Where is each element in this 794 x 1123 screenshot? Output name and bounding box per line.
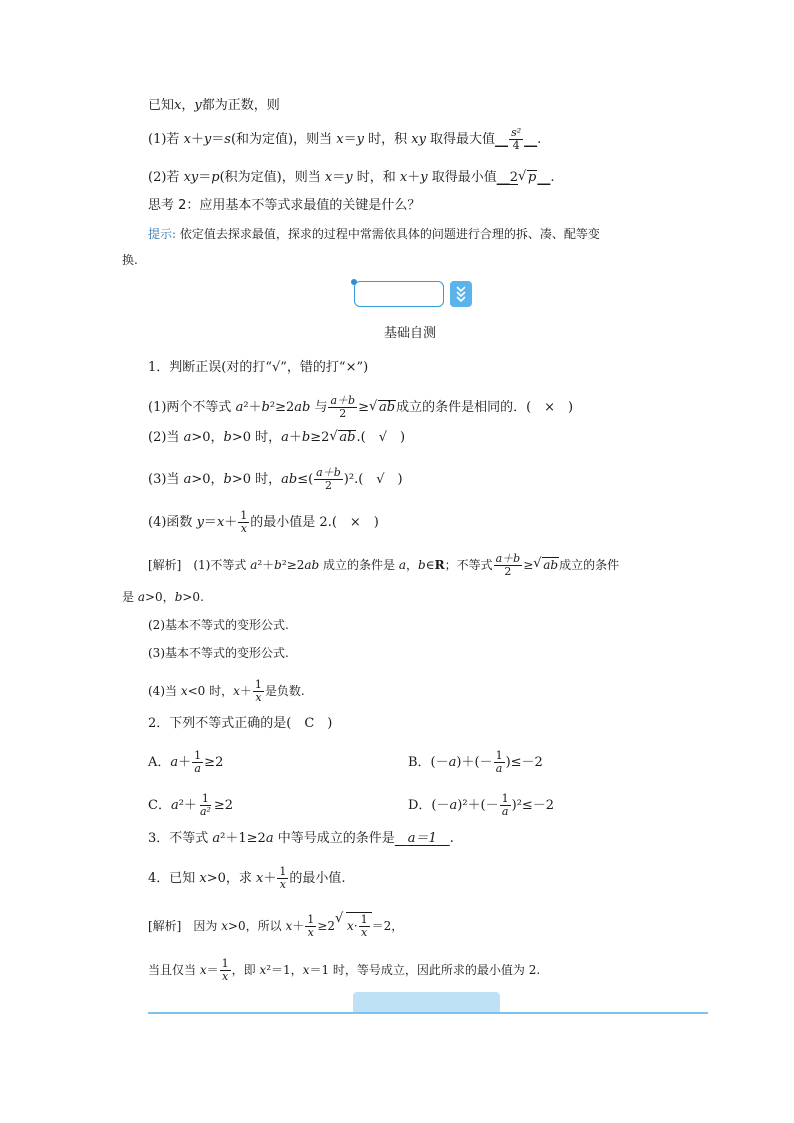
item2-line: (2)若 xy＝p(积为定值)，则当 x＝y 时，和 x＋y 取得最小值__2√ p__. — [148, 170, 554, 186]
sqrt-symbol: √ ab — [533, 557, 559, 573]
sqrt-symbol: √ p — [518, 170, 537, 186]
sol4-line1: [解析] 因为 x>0，所以 x＋ $\frac{1}{x}$ ≥2√ x· $\frac{1}{x}$ ＝2， — [148, 912, 403, 939]
fraction: $\frac{1}{a}$ — [495, 749, 503, 775]
hint-text: 依定值去探求最值，探求的过程中常需依具体的问题进行合理的拆、凑、配等变 — [176, 227, 600, 241]
q1-statement-1: (1)两个不等式 a²＋b²≥2ab 与 $\frac{a+b}{2}$ ≥√ ab成立的条件是相同的．( × ) — [148, 395, 573, 420]
sqrt-symbol: √ ab — [369, 400, 396, 416]
fraction: $\frac{1}{x}$ — [307, 913, 315, 939]
intro-line — [148, 98, 280, 114]
q2-option-b: B．(－a)＋(－ $\frac{1}{a}$ )≤－2 — [408, 749, 543, 775]
q3-answer: a＝1 — [407, 831, 437, 846]
item1-answer: __ $\frac{\text{s²}}{4}$ __ — [495, 126, 538, 152]
item2-answer: __2√ p__ — [497, 170, 551, 185]
sqrt-symbol: √ ab — [329, 430, 356, 446]
fraction: $\frac{1}{a}$ — [501, 792, 509, 818]
q1-statement-2: (2)当 a>0，b>0 时，a＋b≥2√ ab.( √ ) — [148, 430, 405, 446]
item1-line: (1)若 x＋y＝s(和为定值)，则当 x＝y 时，积 xy 取得最大值__ $\frac{\text{s²}}{4}$ __. — [148, 126, 542, 152]
sqrt-symbol: √ x· $\frac{1}{x}$ — [335, 912, 372, 939]
intro-comma: ， — [181, 98, 195, 113]
fraction: $\frac{1}{\text{a²}}$ — [199, 792, 211, 818]
section-frame — [354, 281, 444, 307]
fraction: $\frac{1}{x}$ — [279, 865, 287, 891]
fraction: $\frac{1}{x}$ — [254, 678, 262, 704]
q1-statement-3: (3)当 a>0，b>0 时，ab≤( $\frac{a+b}{2}$ )².( √ ) — [148, 466, 403, 492]
fraction: $\frac{1}{x}$ — [221, 957, 229, 983]
hint-line2: 换. — [122, 253, 138, 267]
q2-stem: 2．下列不等式正确的是( C ) — [148, 716, 333, 731]
fraction: $\frac{1}{a}$ — [194, 749, 202, 775]
q4-line: 4．已知 x>0，求 x＋ $\frac{1}{x}$ 的最小值. — [148, 865, 346, 891]
q2-option-a: A．a＋ $\frac{1}{a}$ ≥2 — [148, 749, 224, 775]
var-x: x — [174, 98, 182, 113]
fraction: $\frac{\text{s²}}{4}$ — [511, 126, 522, 152]
intro-text: 都为正数，则 — [201, 98, 280, 113]
q2-option-d: D．(－a)²＋(－ $\frac{1}{a}$ )²≤－2 — [408, 792, 555, 818]
think2-question: 思考 2：应用基本不等式求最值的关键是什么？ — [148, 198, 421, 213]
sol1-line2: 是 a>0，b>0. — [122, 590, 204, 604]
sol1-line4: (3)基本不等式的变形公式. — [148, 646, 289, 660]
sol1-line5: (4)当 x<0 时，x＋ $\frac{1}{x}$ 是负数. — [148, 678, 305, 704]
fraction: $\frac{1}{x}$ — [240, 509, 248, 535]
q1-stem: 1．判断正误(对的打“√”，错的打“×”) — [148, 360, 369, 375]
q2-option-c: C．a²＋ $\frac{1}{\text{a²}}$ ≥2 — [148, 792, 234, 818]
hint-label: 提示: — [148, 227, 177, 241]
sol4-line2: 当且仅当 x＝ $\frac{1}{x}$ ，即 x²＝1，x＝1 时，等号成立，因此所求的最小值为 2. — [148, 957, 541, 983]
var-y: y — [194, 98, 202, 113]
bottom-tab-decoration — [353, 992, 500, 1012]
fraction: $\frac{a+b}{2}$ — [495, 552, 521, 578]
bottom-divider — [148, 1012, 708, 1014]
fraction: $\frac{a+b}{2}$ — [316, 466, 341, 492]
fraction: $\frac{a+b}{2}$ — [330, 394, 356, 420]
intro-text: 已知 — [148, 98, 175, 113]
q1-statement-4: (4)函数 y＝x＋ $\frac{1}{x}$ 的最小值是 2.( × ) — [148, 509, 379, 535]
q3-line: 3．不等式 a²＋1≥2a 中等号成立的条件是 a＝1 . — [148, 831, 454, 846]
section-title: 基础自测 — [384, 326, 437, 341]
hint-line1 — [148, 226, 600, 242]
sol1-line1: [解析] (1)不等式 a²＋b²≥2ab 成立的条件是 a，b∈R；不等式 $\frac{a+b}{2}$ ≥√ ab成立的条件 — [148, 553, 619, 578]
double-chevron-down-icon — [450, 281, 472, 307]
sol1-line3: (2)基本不等式的变形公式. — [148, 618, 289, 632]
